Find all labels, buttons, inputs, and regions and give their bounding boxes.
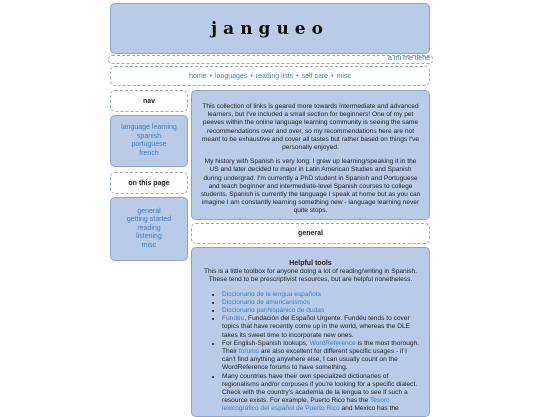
list-item xyxy=(222,315,421,340)
sidebar-page-links xyxy=(110,197,188,261)
tools-lead: This is a little toolbox for anyone doing a lot of reading/writing in Spanish. These tend to be prescriptivist resources, but are helpful nonetheless. xyxy=(204,268,417,284)
regional-text: and Mexico has the xyxy=(339,405,399,413)
tools-panel xyxy=(191,247,430,417)
nav-heading: nav xyxy=(142,97,156,105)
panhispanico-link[interactable]: Diccionario panhispánico de dudas xyxy=(222,307,325,315)
list-item xyxy=(222,373,421,414)
dle-link[interactable]: Diccionario de la lengua española xyxy=(222,290,321,298)
nav-item-misc[interactable]: misc xyxy=(336,72,351,80)
tools-title: Helpful tools xyxy=(289,260,332,267)
list-item xyxy=(222,299,421,307)
list-item xyxy=(222,291,421,299)
sidebar-nav-links xyxy=(110,115,188,167)
sidebar-nav-title xyxy=(110,90,188,112)
site-title: jangueo xyxy=(211,18,329,39)
sub-bar xyxy=(108,55,433,64)
nav-separator: • xyxy=(209,72,213,80)
wordreference-text: is the most thorough. Their xyxy=(222,339,420,356)
tesoro-link[interactable]: Tesoro lexicográfico del español de Puerto Rico xyxy=(222,397,390,413)
sidebar-item-getting-started[interactable]: getting started xyxy=(126,216,172,224)
general-title: general xyxy=(298,230,323,237)
sidebar-item-general[interactable]: general xyxy=(137,207,161,215)
sidebar-item-french[interactable]: french xyxy=(139,149,159,157)
about-link[interactable]: a mi me tiene xyxy=(387,55,430,62)
sidebar-item-misc[interactable]: misc xyxy=(141,241,157,249)
sidebar-page-title xyxy=(110,172,188,194)
intro-paragraph-1: This collection of links is geared more towards intermediate and advanced learners, but I've included a small section for beginners! One of my pet peeves within the online language learning community is seeing the same recommendations over and over, so my recommendations here are not meant to be exhaustive and cover all tastes but rather based on things I've personally enjoyed. xyxy=(201,103,420,152)
sidebar-item-listening[interactable]: listening xyxy=(136,233,162,241)
nav-separator: • xyxy=(331,72,334,80)
intro-paragraph-2: My history with Spanish is very long: I grew up learning/speaking it in the US and later decided to major in Latin American Studies and Spanish during undergrad. I'm currently a PhD student in Spanish and Portuguese and teach beginner and intermediate-level Spanish courses to college students. Spanish is currently the language I speak at home but as you can imagine I am constantly learning something new - language learning never quite stops. xyxy=(200,158,421,215)
americanismos-link[interactable]: Diccionario de americanismos xyxy=(222,298,310,306)
tools-list xyxy=(200,291,421,414)
nav-separator: • xyxy=(296,72,299,80)
list-item xyxy=(222,307,421,315)
nav-item-reading-lists[interactable]: reading lists xyxy=(255,72,294,80)
forums-link[interactable]: forums xyxy=(238,348,260,356)
general-section-heading xyxy=(191,223,430,244)
site-header xyxy=(110,3,430,54)
fundeu-text: , Fundación del Español Urgente. Fundéu tends to cover topics that have recently come up in the world, whereas the DLE takes its sweet time to incorporate new ones. xyxy=(222,315,411,339)
nav-separator: • xyxy=(250,72,253,80)
sidebar-item-reading[interactable]: reading xyxy=(137,224,161,232)
page-heading: on this page xyxy=(128,179,170,187)
wordreference-link[interactable]: WordReference xyxy=(309,339,356,347)
sidebar-item-language-learning[interactable]: language learning xyxy=(121,124,177,131)
top-nav xyxy=(110,66,430,86)
forums-text: are also excellent for different specific usages - if I can't find anything anywhere else, I can usually count on the WordReference forums to have something. xyxy=(222,348,407,372)
nav-item-self-care[interactable]: self care xyxy=(301,72,329,80)
fundeu-link[interactable]: Fundéu xyxy=(222,315,245,323)
nav-item-home[interactable]: home xyxy=(189,72,207,80)
sidebar-item-spanish[interactable]: spanish xyxy=(136,132,162,140)
sidebar-item-portuguese[interactable]: portuguese xyxy=(131,141,167,148)
regional-pre: Many countries have their own specialized dictionaries of regionalisms and/or corpuses if you're looking for a specific dialect. Check with the country's academia de la lengua to see if such a resource exists. For example, Puerto Rico has the xyxy=(222,372,418,405)
nav-item-languages[interactable]: languages xyxy=(215,72,248,80)
wordreference-pre: For English-Spanish lookups, xyxy=(222,339,310,347)
intro-panel xyxy=(191,90,430,220)
list-item xyxy=(222,340,421,373)
